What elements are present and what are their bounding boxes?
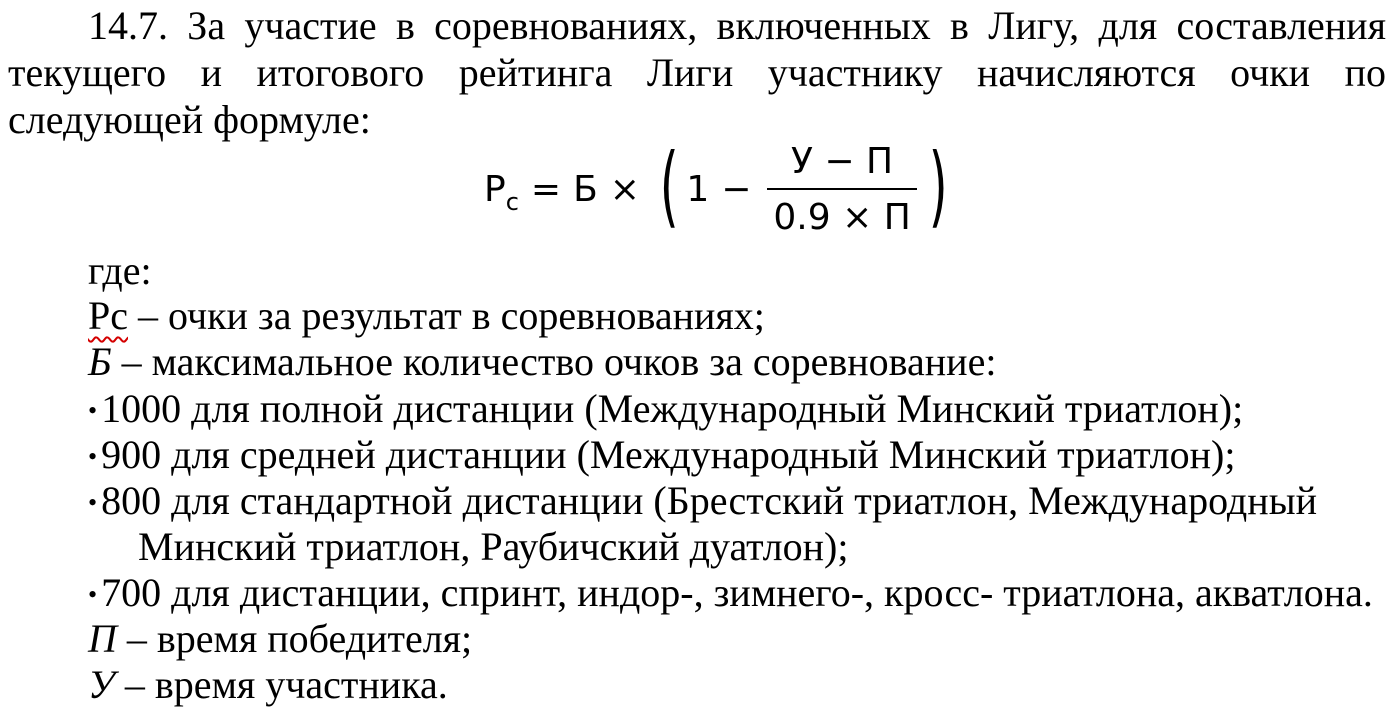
definition-p-text: – время победителя; bbox=[116, 616, 473, 661]
definition-b bbox=[88, 338, 996, 385]
where-label: где: bbox=[88, 248, 152, 293]
bullet-icon: • bbox=[88, 396, 98, 425]
list-item bbox=[88, 569, 1373, 621]
definition-b-text: – максимальное количество очков за соревнование: bbox=[111, 339, 997, 384]
term-b: Б bbox=[88, 339, 112, 384]
term-u: У bbox=[88, 662, 115, 707]
list-item-text: 1000 для полной дистанции (Международный Минский триатлон); bbox=[101, 386, 1244, 431]
formula-fraction bbox=[767, 141, 916, 238]
bullet-icon: • bbox=[88, 580, 98, 609]
formula-times: × bbox=[609, 169, 640, 210]
formula-equals: = bbox=[530, 169, 562, 210]
formula-lhs: P bbox=[484, 169, 506, 210]
rating-formula bbox=[484, 134, 955, 240]
list-item-text: 700 для дистанции, спринт, индор-, зимнего-, кросс- триатлона, акватлона. bbox=[101, 570, 1373, 615]
list-item bbox=[88, 385, 1243, 437]
term-p: П bbox=[88, 616, 117, 661]
bullet-icon: • bbox=[88, 442, 98, 471]
section-paragraph: 14.7. За участие в соревнованиях, включенных в Лигу, для составления текущего и итогового рейтинга Лиги участнику начисляются очки по следующей формуле: bbox=[8, 3, 1386, 142]
definition-u-text: – время участника. bbox=[114, 662, 448, 707]
list-item-text: 800 для стандартной дистанции (Брестский триатлон, Международный bbox=[101, 478, 1317, 523]
formula-base: Б bbox=[573, 169, 598, 210]
formula-numerator: У − П bbox=[791, 141, 894, 182]
list-item bbox=[88, 431, 1235, 483]
formula-minus: − bbox=[721, 169, 752, 210]
list-item bbox=[88, 477, 1317, 529]
definition-p bbox=[88, 615, 472, 662]
term-pc: Рс bbox=[88, 293, 128, 338]
formula-open-paren: ( bbox=[659, 134, 679, 237]
definition-u bbox=[88, 661, 448, 708]
bullet-icon: • bbox=[88, 488, 98, 517]
list-item-text: 900 для средней дистанции (Международный Минский триатлон); bbox=[101, 432, 1236, 477]
definition-pc-text: – очки за результат в соревнованиях; bbox=[128, 293, 765, 338]
list-item-continuation: Минский триатлон, Раубичский дуатлон); bbox=[138, 524, 849, 569]
formula-one: 1 bbox=[686, 169, 710, 210]
formula-denominator: 0.9 × П bbox=[773, 197, 911, 238]
formula-lhs-subscript: c bbox=[505, 188, 519, 216]
definition-pc bbox=[88, 292, 765, 339]
formula-close-paren: ) bbox=[928, 134, 948, 237]
